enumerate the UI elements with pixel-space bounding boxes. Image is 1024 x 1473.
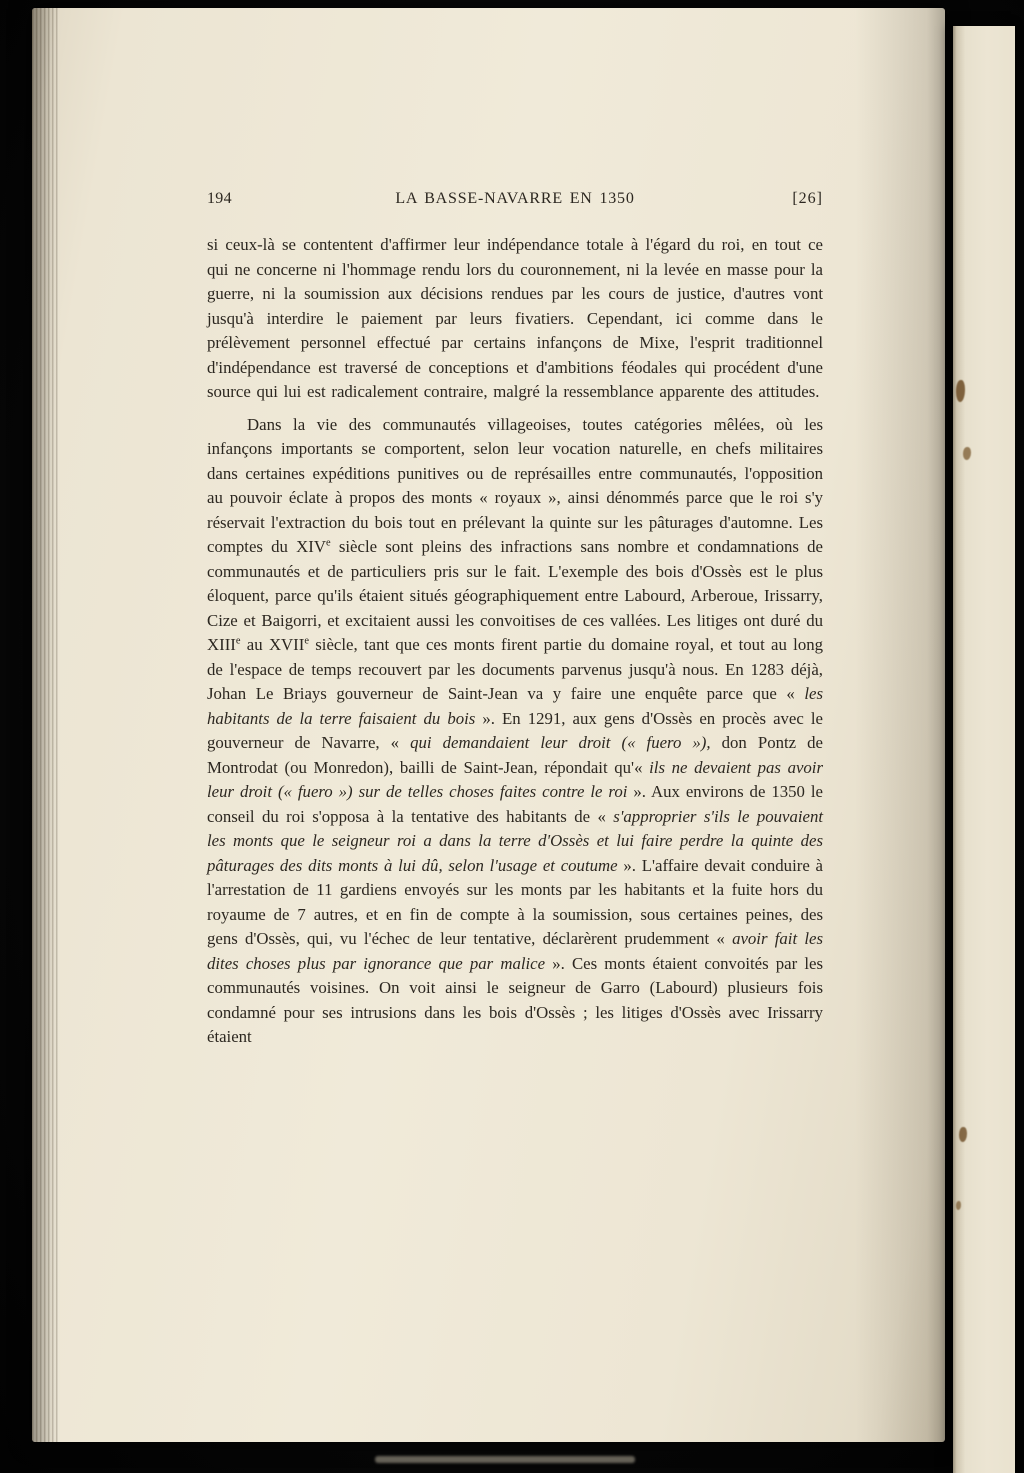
- text-segment: siècle sont pleins des infractions sans nombre et condamnations de communautés et de particuliers pris sur le fait. L'exemple des bois d'Ossès est le plus éloquent, parce qu'ils étaient situés géographiquement entre Labourd, Arberoue, Irissarry, Cize et Baigorri, et excitaient aussi les convoitises de ces vallées. Les litiges ont duré du XIII: [207, 537, 824, 654]
- paragraph: [207, 233, 823, 405]
- page-number: 194: [207, 190, 232, 207]
- italic-quote: avoir fait les dites choses plus par ignorance que par malice: [207, 929, 823, 973]
- text-segment: siècle, tant que ces monts firent partie du domaine royal, et tout au long de l'espace de temps recouvert par les documents parvenus jusqu'à nous. En 1283 déjà, Johan Le Briays gouverneur de Saint-Jean va y faire une enquête parce que «: [207, 635, 823, 703]
- running-title: LA BASSE-NAVARRE EN 1350: [395, 190, 635, 207]
- superscript: e: [304, 635, 309, 647]
- italic-quote: qui demandaient leur droit (« fuero »),: [410, 733, 711, 752]
- text-segment: au XVII: [240, 635, 305, 654]
- text-segment: ». Ces monts étaient convoités par les communautés voisines. On voit ainsi le seigneur de Garro (Labourd) plusieurs fois condamné pour ses intrusions dans les bois d'Ossès ; les litiges d'Ossès avec Irissarry étaient: [207, 953, 824, 1046]
- superscript: e: [326, 537, 331, 549]
- text-segment: ». En 1291, aux gens d'Ossès en procès avec le gouverneur de Navarre, «: [207, 708, 823, 752]
- text-segment: Dans la vie des communautés villageoises, toutes catégories mêlées, où les infançons importants se comportent, selon leur vocation naturelle, en chefs militaires dans certaines expéditions punitives ou de représailles entre communautés, l'opposition au pouvoir éclate à propos des monts « royaux », ainsi dénommés parce que le roi s'y réservait l'extraction du bois tout en prélevant la quinte sur les pâturages d'automne. Les comptes du XIV: [207, 414, 823, 556]
- right-page-edge: [953, 26, 1015, 1473]
- text-segment: ». L'affaire devait conduire à l'arrestation de 11 gardiens envoyés sur les monts par les habitants et la fuite hors du royaume de 7 autres, et en fin de compte à la soumission, sous certaines peines, des gens d'Ossès, qui, vu l'échec de leur tentative, déclarèrent prudemment «: [207, 855, 824, 948]
- italic-quote: s'approprier s'ils le pouvaient les monts que le seigneur roi a dans la terre d'Ossès et lui faire perdre la quinte des pâturages des dits monts à lui dû, selon l'usage et coutume: [207, 806, 823, 875]
- text-segment: ». Aux environs de 1350 le conseil du roi s'opposa à la tentative des habitants de «: [207, 782, 823, 826]
- text-segment: si ceux-là se contentent d'affirmer leur indépendance totale à l'égard du roi, en tout ce qui ne concerne ni l'hommage rendu lors du couronnement, ni la levée en masse pour la guerre, ni la soumission aux décisions rendues par les cours de justice, d'autres vont jusqu'à interdire le paiement par leurs fivatiers. Cependant, ici comme dans le prélèvement personnel effectué par certains infançons de Mixe, l'esprit traditionnel d'indépendance est traversé de conceptions et d'ambitions féodales qui procédent d'une source qui lui est radicalement contraire, malgré la ressemblance apparente des attitudes.: [207, 235, 823, 401]
- italic-quote: les habitants de la terre faisaient du bois: [207, 684, 823, 728]
- bracket-folio: [26]: [792, 190, 823, 207]
- left-page: [32, 8, 945, 1442]
- superscript: e: [235, 635, 241, 647]
- italic-quote: ils ne devaient pas avoir leur droit (« fuero ») sur de telles choses faites contre le roi: [207, 757, 823, 801]
- page-header: [207, 190, 823, 208]
- paragraph: [207, 413, 823, 1050]
- page-content: [32, 8, 945, 1442]
- book-bottom-edge: [375, 1456, 635, 1463]
- text-body: [207, 233, 823, 1050]
- text-segment: don Pontz de Montrodat (ou Monredon), bailli de Saint-Jean, répondait qu'«: [207, 733, 823, 777]
